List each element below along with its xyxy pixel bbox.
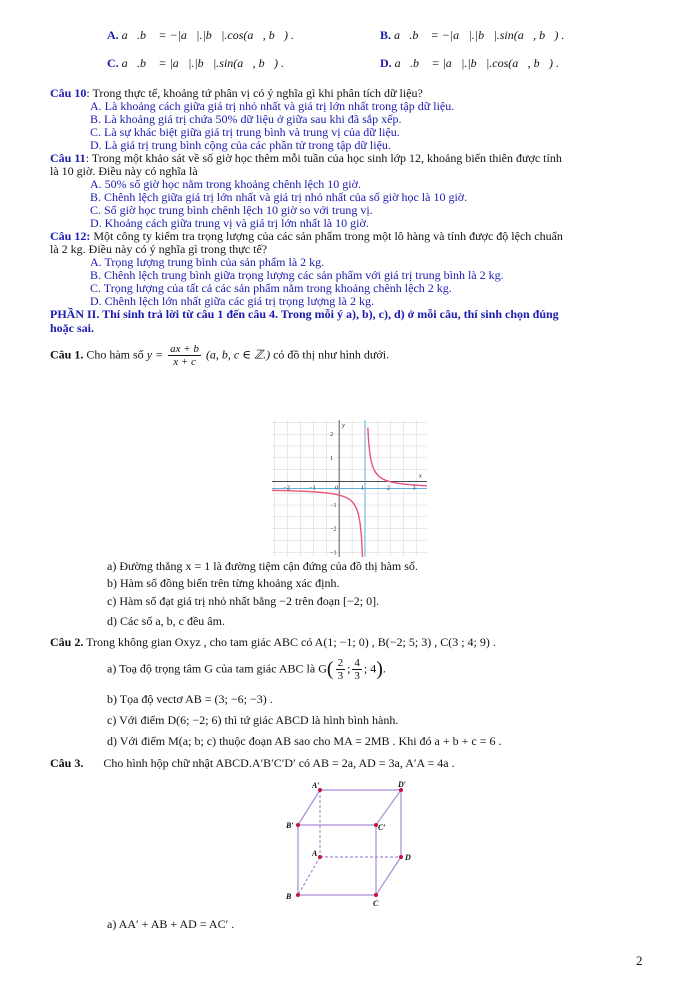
question-text: Trong không gian Oxyz , cho tam giác ABC có A(1; −1; 0) , B(−2; 5; 3) , C(3 ; 4; 9) .	[83, 635, 496, 649]
question-text: : Trong thực tế, khoảng tứ phân vị có ý nghĩa gì khi phân tích dữ liệu?	[86, 86, 423, 100]
question-label: Câu 1.	[50, 347, 84, 362]
p2q2-stem	[50, 635, 496, 650]
p2q3-item-a: a) AA′ + AB + AD = AC′ .	[107, 917, 235, 931]
vertex-label: C′	[378, 823, 386, 832]
p2q1-item-c: c) Hàm số đạt giá trị nhỏ nhất bằng −2 trên đoạn [−2; 0].	[107, 594, 380, 608]
q12-option-a: A. Trọng lượng trung bình của sản phẩm là 2 kg.	[90, 255, 325, 269]
q9-option-c	[107, 56, 284, 71]
question-label: Câu 3.	[50, 756, 84, 770]
fraction-denominator: 3	[337, 670, 344, 682]
fraction-numerator: 4	[354, 657, 360, 669]
x-tick-label: −1	[309, 485, 316, 492]
q12-option-b: B. Chênh lệch trung bình giữa trọng lượng các sản phẩm với giá trị trung bình là 2 kg.	[90, 268, 504, 282]
edge	[376, 857, 401, 895]
q9-option-b	[380, 28, 564, 43]
vertex-label: B	[286, 892, 292, 901]
p2q2-item-d: d) Với điểm M(a; b; c) thuộc đoạn AB sao cho MA = 2MB . Khi đó a + b + c = 6 .	[107, 734, 502, 748]
question-label: Câu 10	[50, 86, 87, 100]
option-label: B.	[380, 28, 392, 42]
q9-option-d	[380, 56, 559, 71]
question-text: : Trong một khảo sát về số giờ học thêm mỗi tuần của học sinh lớp 12, khoảng biến thiên được tính	[85, 151, 562, 165]
x-tick-label: 1	[361, 485, 364, 492]
x-axis-label: x	[419, 473, 422, 480]
x-tick-label: 2	[386, 485, 390, 492]
q11-option-b: B. Chênh lệch giữa giá trị lớn nhất và giá trị nhỏ nhất của số giờ học là 10 giờ.	[90, 190, 468, 204]
q12-option-d: D. Chênh lệch lớn nhất giữa các giá trị trọng lượng là 2 kg.	[90, 294, 374, 308]
item-tail: ; 4	[363, 661, 377, 676]
x-tick-label: 3	[412, 485, 416, 492]
hidden-edge	[298, 857, 320, 895]
item-text: a) Toạ độ trọng tâm G của tam giác ABC là G	[107, 661, 327, 676]
q12-option-c: C. Trọng lượng của tất cả các sản phẩm nằm trong khoảng chênh lệch 2 kg.	[90, 281, 452, 295]
p2q2-item-c: c) Với điểm D(6; −2; 6) thì tứ giác ABCD là hình bình hành.	[107, 713, 399, 727]
option-label: D.	[380, 56, 392, 70]
y-tick-label: 1	[330, 455, 334, 462]
question-label: Câu 11	[50, 151, 86, 165]
y-axis-label: y	[342, 423, 345, 429]
fraction-numerator: ax + b	[170, 343, 199, 355]
q11-stem-2: là 10 giờ. Điều này có nghĩa là	[50, 164, 198, 178]
q11-option-c: C. Số giờ học trung bình chênh lệch 10 giờ so với trung vị.	[90, 203, 373, 217]
y-tick-label: −2	[330, 526, 337, 533]
part2-heading: PHẦN II. Thí sinh trả lời từ câu 1 đến câu 4. Trong mỗi ý a), b), c), d) ở mỗi câu, thí sinh chọn đúng	[50, 307, 559, 321]
question-text-tail: có đồ thị như hình dưới.	[270, 347, 390, 362]
q12-stem-2: là 2 kg. Điều này có ý nghĩa gì trong thực tế?	[50, 242, 268, 256]
q10-option-a: A. Là khoảng cách giữa giá trị nhỏ nhất và giá trị lớn nhất trong tập dữ liệu.	[90, 99, 455, 113]
q9-option-a	[107, 28, 294, 43]
y-tick-label: 2	[330, 432, 334, 439]
vertex-label: C	[373, 899, 379, 908]
fraction-numerator: 2	[337, 657, 344, 669]
page-number: 2	[636, 953, 643, 968]
y-tick-label: −1	[330, 503, 337, 510]
cuboid-figure	[278, 780, 423, 910]
edge	[298, 790, 320, 825]
option-text: a⃗.b⃗ = |a⃗|.|b⃗|.sin(a⃗, b⃗) .	[121, 56, 284, 70]
p2q2-item-a: a) Toạ độ trọng tâm G của tam giác ABC là G( $\frac{2}{3}$ ; $\frac{4}{3}$ ; 4).	[107, 657, 386, 682]
y-tick-label: −3	[330, 550, 337, 557]
function-fraction	[168, 343, 201, 368]
fraction	[352, 657, 362, 682]
option-label: C.	[107, 56, 119, 70]
question-text: Cho hình hộp chữ nhật ABCD.A′B′C′D′ có AB = 2a, AD = 3a, A′A = 4a .	[103, 756, 455, 770]
q11-option-d: D. Khoảng cách giữa trung vị và giá trị lớn nhất là 10 giờ.	[90, 216, 369, 230]
vertex-label: A	[312, 849, 318, 858]
function-graph	[272, 420, 427, 557]
q10-option-c: C. Là sự khác biệt giữa giá trị trung bình và trung vị của dữ liệu.	[90, 125, 400, 139]
p2q1-item-a: a) Đường thẳng x = 1 là đường tiệm cận đứng của đồ thị hàm số.	[107, 559, 418, 573]
question-text: Một công ty kiểm tra trọng lượng của các sản phẩm trong một lô hàng và tính được độ lệch chuẩn	[90, 229, 563, 243]
vertex-label: A′	[312, 781, 320, 790]
q11-option-a: A. 50% số giờ học nằm trong khoảng chênh lệch 10 giờ.	[90, 177, 361, 191]
q10-option-b: B. Là khoảng giá trị chứa 50% dữ liệu ở giữa sau khi đã sắp xếp.	[90, 112, 402, 126]
p2q1-item-d: d) Các số a, b, c đều âm.	[107, 614, 225, 628]
p2q3-stem	[50, 756, 455, 771]
p2q1-stem	[50, 343, 389, 368]
function-condition: (a, b, c ∈ ℤ.)	[205, 347, 271, 362]
question-label: Câu 2.	[50, 635, 84, 649]
x-tick-label: −2	[283, 485, 290, 492]
question-label: Câu 12:	[50, 229, 91, 243]
fraction	[336, 657, 346, 682]
vertex-label: D	[405, 853, 411, 862]
function-lhs: y =	[146, 347, 164, 362]
edge	[376, 790, 401, 825]
option-text: a⃗.b⃗ = −|a⃗|.|b⃗|.sin(a⃗, b⃗) .	[394, 28, 565, 42]
part2-heading-2: hoặc sai.	[50, 321, 95, 335]
p2q1-item-b: b) Hàm số đồng biến trên từng khoảng xác định.	[107, 576, 340, 590]
vertex-label: B′	[286, 821, 294, 830]
p2q2-item-b: b) Tọa độ vectơ AB = (3; −6; −3) .	[107, 692, 273, 706]
curve-left-branch	[272, 490, 363, 557]
fraction-denominator: x + c	[173, 356, 196, 368]
option-label: A.	[107, 28, 119, 42]
fraction-denominator: 3	[354, 670, 360, 682]
vertex-label: D′	[398, 780, 407, 789]
option-text: a⃗.b⃗ = |a⃗|.|b⃗|.cos(a⃗, b⃗) .	[394, 56, 559, 70]
question-text: Cho hàm số	[83, 347, 147, 362]
q10-option-d: D. Là giá trị trung bình cộng của các phần tử trong tập dữ liệu.	[90, 138, 391, 152]
x-tick-label: 0	[335, 485, 339, 492]
option-text: a⃗.b⃗ = −|a⃗|.|b⃗|.cos(a⃗, b⃗) .	[121, 28, 295, 42]
